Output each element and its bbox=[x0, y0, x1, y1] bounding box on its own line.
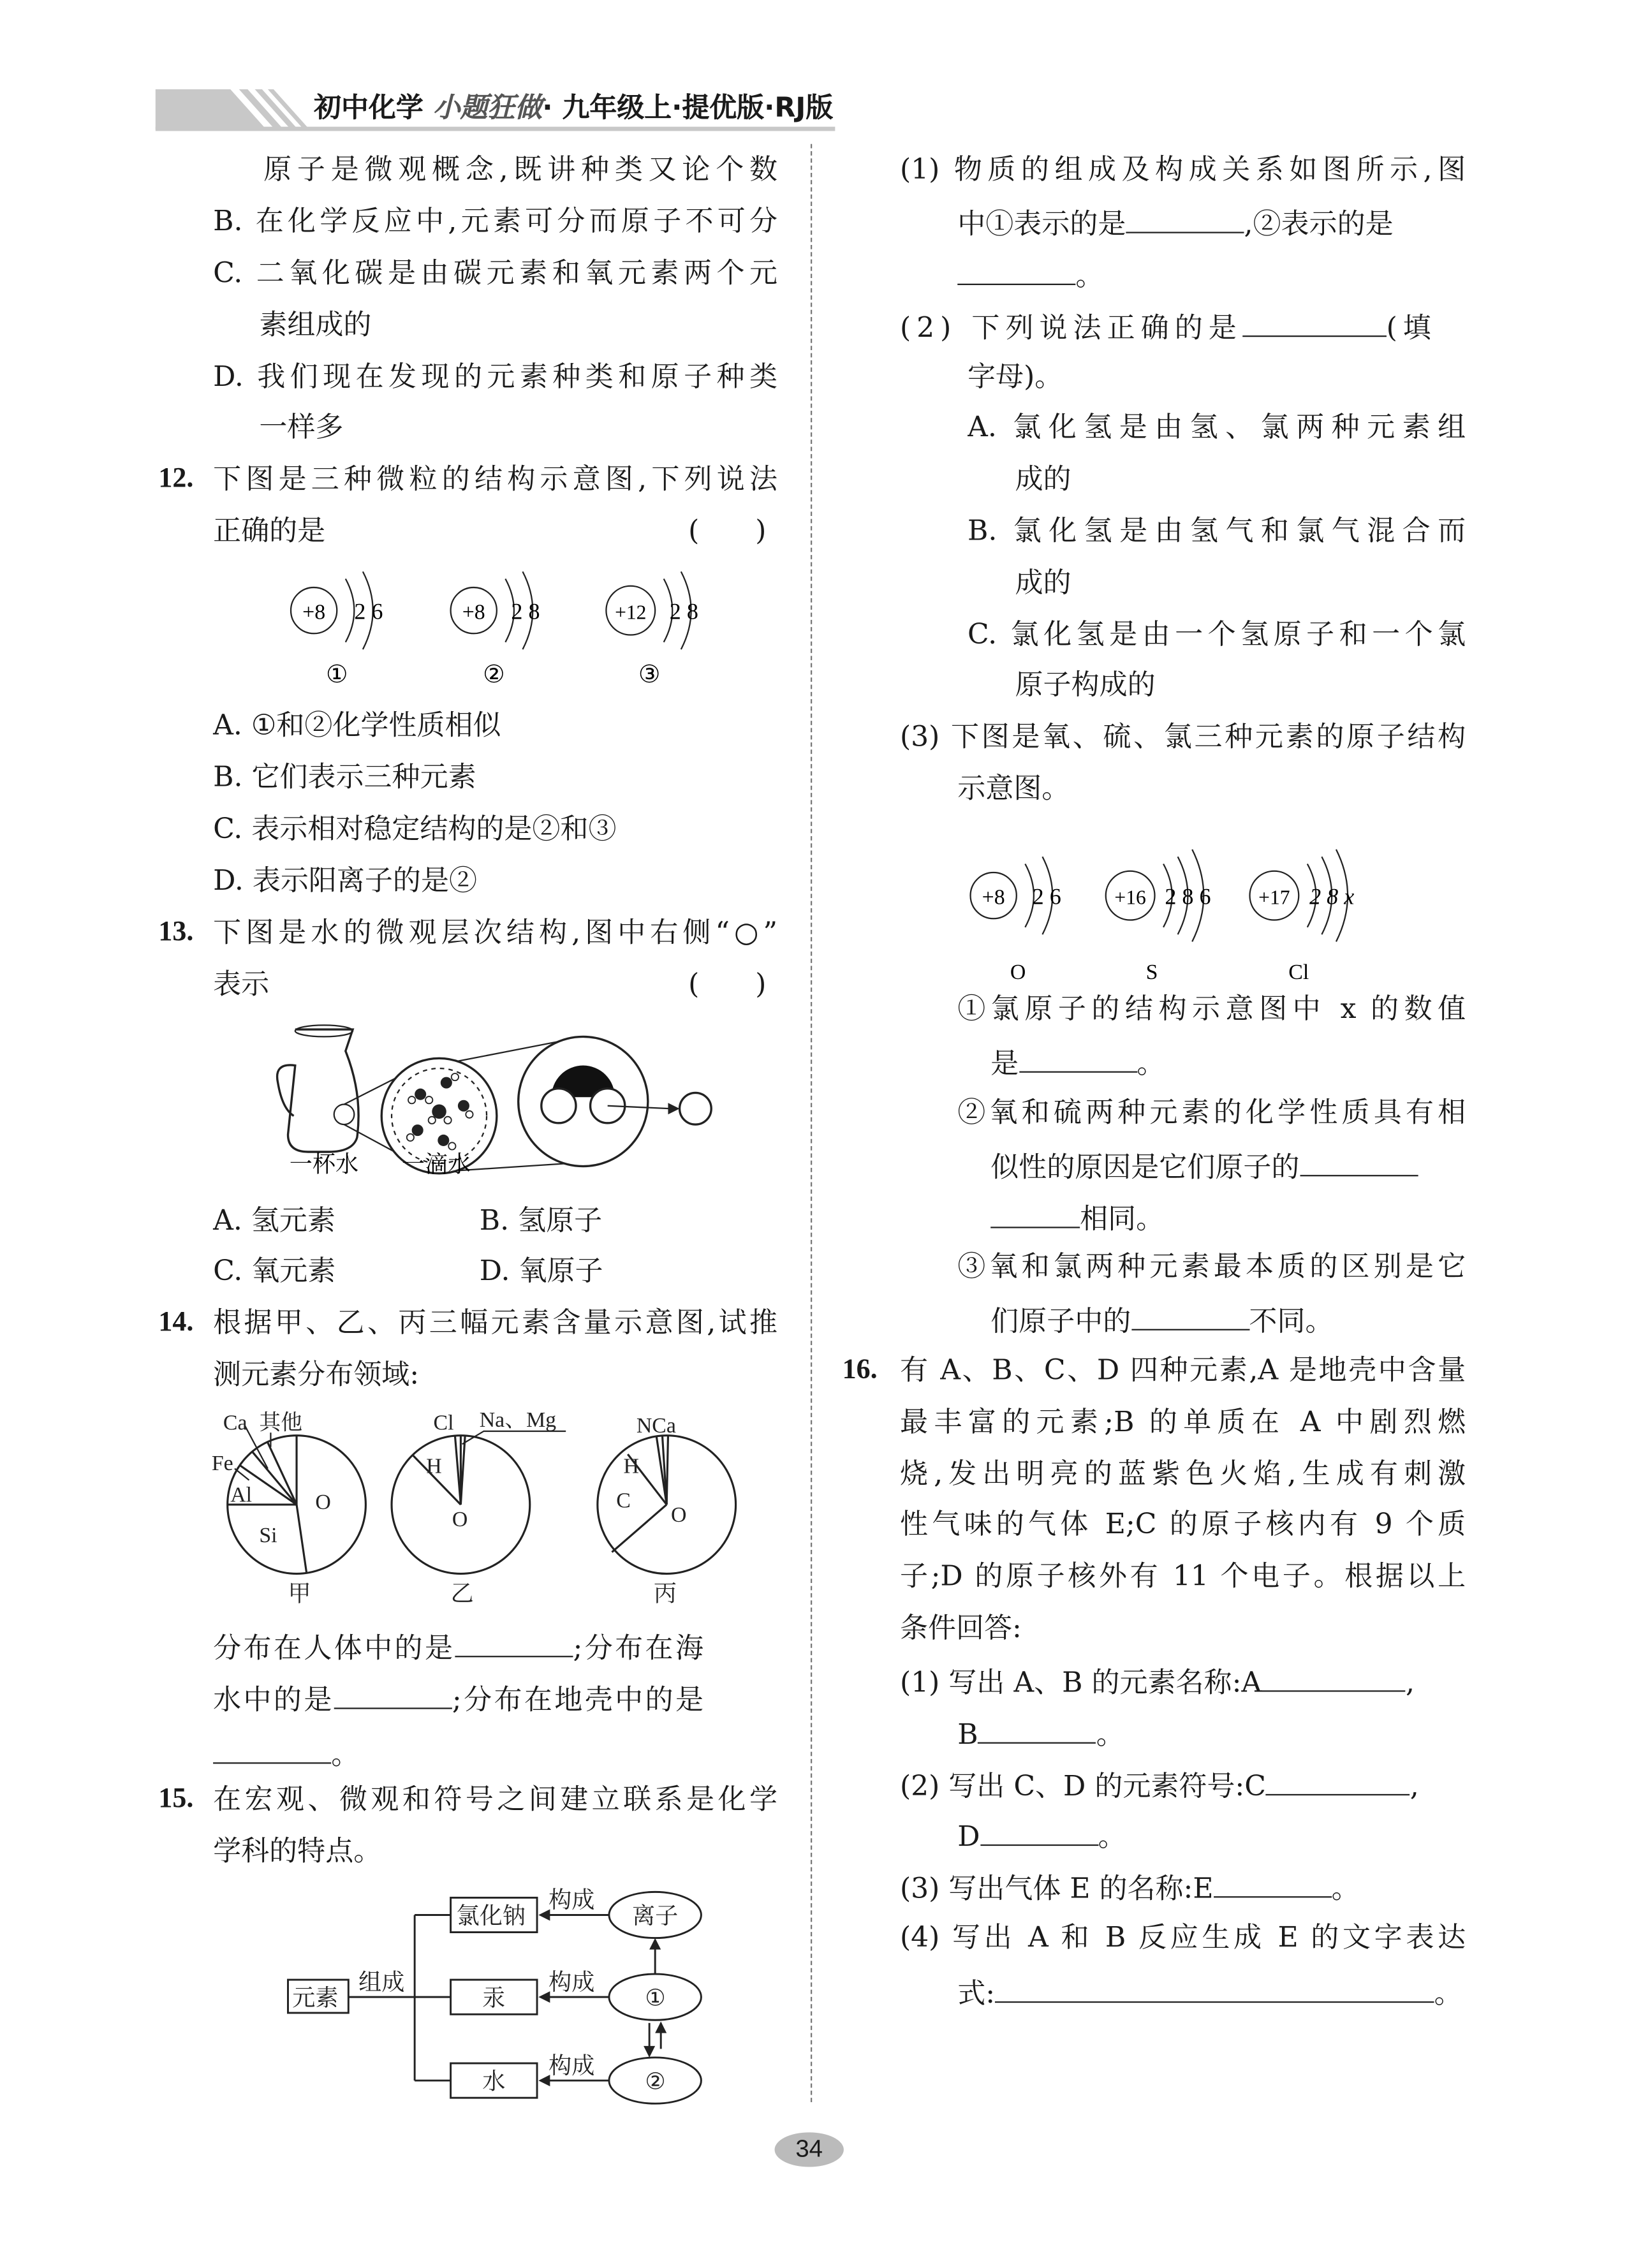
answer-line: 是 。 bbox=[990, 1042, 1165, 1080]
question-text: 根据甲、乙、丙三幅元素含量示意图,试推 bbox=[213, 1306, 778, 1339]
diagram-label: O bbox=[1010, 961, 1026, 985]
option-d: D. 我们现在发现的元素种类和原子种类 bbox=[213, 360, 778, 394]
question-text: 性气味的气体 E;C 的原子核内有 9 个质 bbox=[899, 1507, 1466, 1541]
answer-line: 。 bbox=[957, 255, 1103, 293]
option-text: 素组成的 bbox=[259, 308, 372, 342]
answer-blank[interactable] bbox=[990, 1198, 1080, 1228]
answer-line: (1) 写出 A、B 的元素名称:A , bbox=[900, 1661, 1415, 1699]
question-text: 有 A、B、C、D 四种元素,A 是地壳中含量 bbox=[899, 1353, 1466, 1387]
diagram-label: Cl bbox=[1288, 961, 1309, 985]
diagram-label: Al bbox=[230, 1483, 253, 1507]
diagram-label: Ca bbox=[223, 1411, 247, 1435]
diagram-label: 元素 bbox=[292, 1985, 339, 2011]
answer-line: D 。 bbox=[957, 1816, 1126, 1853]
sub-question: (3) 下图是氧、硫、氯三种元素的原子结构 bbox=[899, 719, 1466, 753]
brand-logo: 小题狂做 bbox=[432, 92, 543, 124]
question-text: 学科的特点。 bbox=[213, 1834, 382, 1867]
diagram-label: ② bbox=[645, 2068, 666, 2095]
question-text: 条件回答: bbox=[899, 1611, 1022, 1645]
diagram-label: NCa bbox=[636, 1414, 676, 1438]
question-number: 15. bbox=[158, 1784, 194, 1815]
answer-line: 似性的原因是它们原子的 bbox=[990, 1146, 1417, 1184]
diagram-label: 构成 bbox=[548, 1969, 595, 1995]
sub-item: ①氯原子的结构示意图中 x 的数值 bbox=[957, 992, 1466, 1026]
atom-chlorine bbox=[1250, 850, 1355, 984]
question-text: 测元素分布领域: bbox=[213, 1357, 420, 1391]
option-text: 成的 bbox=[1015, 566, 1071, 600]
diagram-label: ① bbox=[645, 1985, 666, 2011]
diagram-label: 甲 bbox=[288, 1580, 311, 1607]
cup-label: 一杯水 bbox=[289, 1151, 359, 1177]
diagram-label: 氯化钠 bbox=[456, 1903, 526, 1929]
question-text: 烧,发出明亮的蓝紫色火焰,生成有刺激 bbox=[899, 1457, 1466, 1491]
diagram-label: ③ bbox=[638, 661, 661, 689]
diagram-label: Si bbox=[259, 1523, 277, 1547]
diagram-label: +12 bbox=[615, 601, 647, 624]
answer-line: 式: 。 bbox=[957, 1973, 1462, 2010]
atom-oxygen bbox=[971, 857, 1061, 984]
diagram-label: 乙 bbox=[450, 1580, 474, 1607]
answer-blank[interactable] bbox=[1214, 1867, 1332, 1897]
diagram-label: 2 8 bbox=[511, 598, 540, 624]
diagram-label: Cl bbox=[433, 1411, 454, 1435]
diagram-label: +8 bbox=[462, 600, 485, 624]
option-text: 原子是微观概念,既讲种类又论个数 bbox=[263, 152, 778, 186]
atom-sulfur bbox=[1106, 850, 1211, 984]
diagram-label: 2 6 bbox=[354, 598, 383, 624]
diagram-label: 水 bbox=[482, 2068, 506, 2095]
question-text: 下图是三种微粒的结构示意图,下列说法 bbox=[213, 462, 778, 496]
answer-line: 们原子中的 不同。 bbox=[990, 1300, 1333, 1338]
diagram-label: Fe bbox=[211, 1451, 233, 1475]
option-d: D. 表示阳离子的是② bbox=[213, 864, 478, 897]
diagram-label: 2 8 bbox=[669, 598, 698, 624]
question-number: 13. bbox=[158, 917, 194, 948]
option-b: B. 氢原子 bbox=[479, 1204, 603, 1237]
answer-line: B 。 bbox=[957, 1713, 1124, 1751]
answer-line: 中①表示的是 ,②表示的是 bbox=[957, 203, 1393, 240]
diagram-label: +8 bbox=[302, 600, 326, 624]
diagram-label: H bbox=[426, 1454, 442, 1478]
answer-line: 相同。 bbox=[990, 1198, 1164, 1235]
answer-blank[interactable] bbox=[980, 1816, 1098, 1846]
answer-line: (3) 写出气体 E 的名称:E 。 bbox=[900, 1867, 1360, 1905]
question-number: 14. bbox=[158, 1307, 194, 1338]
question-number: 16. bbox=[842, 1355, 878, 1385]
answer-blank[interactable] bbox=[995, 1973, 1434, 2003]
answer-blank[interactable] bbox=[1299, 1146, 1417, 1176]
option-c: C. 二氧化碳是由碳元素和氧元素两个元 bbox=[213, 256, 778, 290]
header-title: 初中化学 小题狂做· 九年级上·提优版·RJ版 bbox=[314, 92, 834, 124]
diagram-label: 2 8 6 bbox=[1165, 883, 1211, 909]
sub-question: 字母)。 bbox=[968, 360, 1063, 394]
diagram-label: ② bbox=[483, 661, 505, 689]
option-a: A. 氢元素 bbox=[213, 1204, 335, 1237]
diagram-label: O bbox=[670, 1503, 687, 1528]
question-text: 正确的是 bbox=[213, 513, 326, 547]
diagram-label: 组成 bbox=[358, 1969, 405, 1995]
diagram-label: H bbox=[623, 1454, 639, 1478]
question-text: 最丰富的元素;B 的单质在 A 中剧烈燃 bbox=[899, 1405, 1466, 1439]
question-text: 表示 bbox=[213, 968, 270, 1001]
diagram-label: Na、Mg bbox=[479, 1408, 557, 1432]
page-number: 34 bbox=[775, 2132, 844, 2167]
diagram-label: 2 8 x bbox=[1309, 883, 1355, 909]
diagram-label: +16 bbox=[1114, 886, 1146, 909]
answer-paren[interactable]: ( ) bbox=[688, 513, 767, 547]
option-b: B. 在化学反应中,元素可分而原子不可分 bbox=[213, 204, 778, 238]
diagram-label: 构成 bbox=[548, 1887, 595, 1913]
answer-blank[interactable] bbox=[1131, 1300, 1249, 1330]
answer-line: 水中的是 ;分布在地壳中的是 bbox=[213, 1679, 705, 1716]
answer-blank[interactable] bbox=[1266, 1765, 1410, 1795]
sub-question: (2) 下列说法正确的是 (填 bbox=[900, 307, 1437, 344]
diagram-label: +8 bbox=[982, 885, 1005, 909]
diagram-label: 其他 bbox=[259, 1411, 303, 1435]
diagram-label: 构成 bbox=[548, 2052, 595, 2079]
drop-label: 一滴水 bbox=[401, 1151, 471, 1177]
diagram-label: 汞 bbox=[482, 1985, 506, 2011]
diagram-label: O bbox=[315, 1490, 331, 1514]
diagram-label: +17 bbox=[1258, 886, 1290, 909]
question-text: 下图是水的微观层次结构,图中右侧“○” bbox=[213, 915, 778, 949]
sub-item: ③氧和氯两种元素最本质的区别是它 bbox=[957, 1249, 1466, 1283]
option-c: C. 表示相对稳定结构的是②和③ bbox=[213, 812, 617, 846]
answer-line: 分布在人体中的是 ;分布在海 bbox=[213, 1627, 705, 1665]
answer-blank[interactable] bbox=[978, 1713, 1096, 1743]
diagram-label: 离子 bbox=[632, 1903, 679, 1929]
sub-question: (1) 物质的组成及构成关系如图所示,图 bbox=[899, 152, 1466, 186]
question-number: 12. bbox=[158, 463, 194, 494]
answer-line: (2) 写出 C、D 的元素符号:C , bbox=[900, 1765, 1419, 1803]
option-text: 原子构成的 bbox=[1015, 668, 1156, 702]
option-a: A. 氯化氢是由氢、氯两种元素组 bbox=[968, 410, 1466, 444]
option-a: A. ①和②化学性质相似 bbox=[213, 708, 501, 742]
option-c: C. 氧元素 bbox=[213, 1254, 336, 1288]
option-b: B. 氯化氢是由氢气和氯气混合而 bbox=[968, 513, 1466, 547]
question-text: 子;D 的原子核外有 11 个电子。根据以上 bbox=[899, 1559, 1466, 1593]
diagram-label: O bbox=[452, 1507, 468, 1531]
diagram-label: ① bbox=[326, 661, 348, 689]
option-b: B. 它们表示三种元素 bbox=[213, 760, 476, 793]
diagram-label: S bbox=[1145, 961, 1158, 985]
diagram-label: C bbox=[616, 1489, 631, 1513]
diagram-label: 丙 bbox=[653, 1580, 677, 1607]
answer-line: 。 bbox=[213, 1734, 359, 1771]
option-c: C. 氯化氢是由一个氢原子和一个氯 bbox=[968, 617, 1466, 651]
option-text: 成的 bbox=[1015, 462, 1071, 496]
option-d: D. 氧原子 bbox=[479, 1254, 603, 1288]
answer-blank[interactable] bbox=[1262, 1661, 1406, 1691]
question-text: 在宏观、微观和符号之间建立联系是化学 bbox=[213, 1782, 778, 1816]
sub-question: (4) 写出 A 和 B 反应生成 E 的文字表达 bbox=[899, 1920, 1466, 1954]
sub-item: ②氧和硫两种元素的化学性质具有相 bbox=[957, 1095, 1466, 1129]
answer-blank[interactable] bbox=[1019, 1042, 1137, 1072]
sub-question: 示意图。 bbox=[957, 772, 1070, 805]
answer-paren[interactable]: ( ) bbox=[688, 968, 767, 1001]
diagram-label: 2 6 bbox=[1032, 883, 1061, 909]
option-text: 一样多 bbox=[259, 410, 344, 444]
